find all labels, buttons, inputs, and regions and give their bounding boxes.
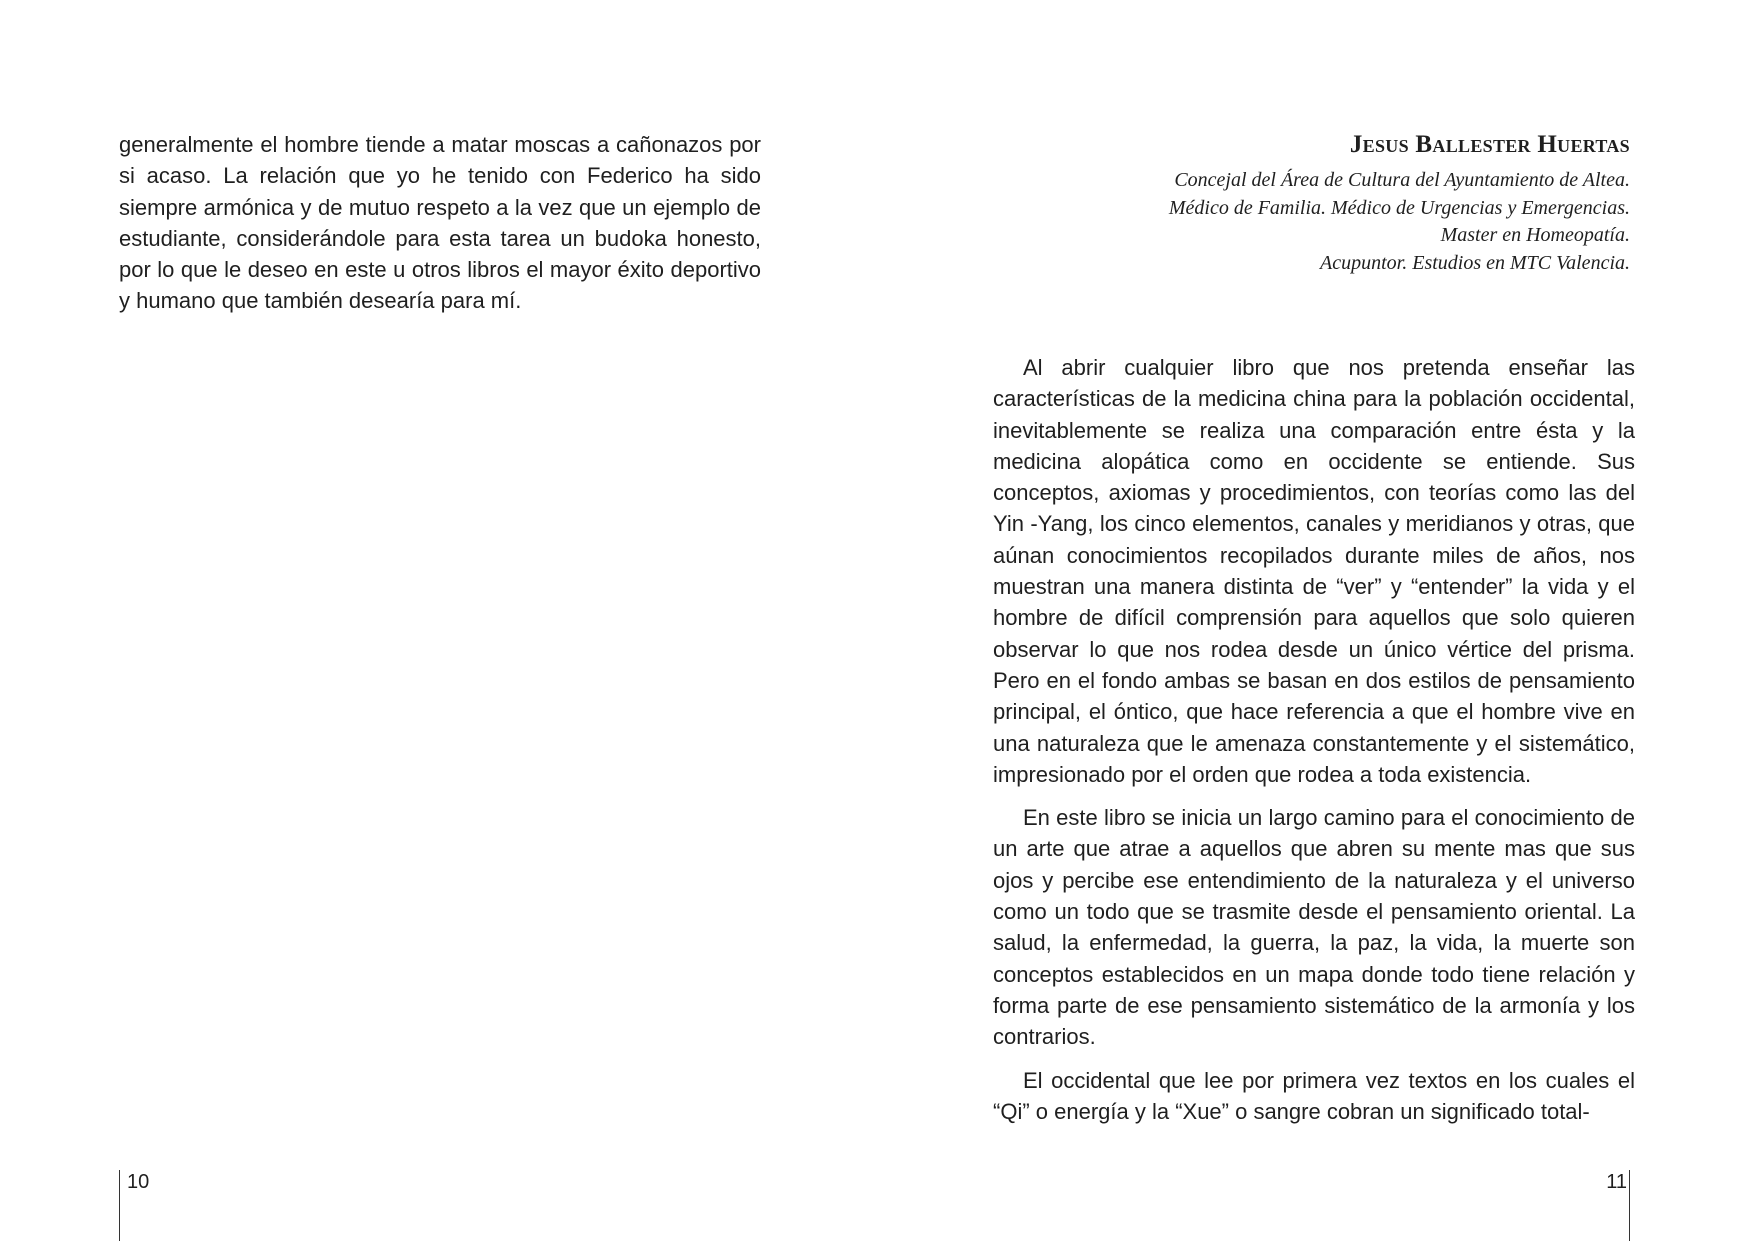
author-name: Jesus Ballester Huertas bbox=[1349, 131, 1630, 158]
author-signature bbox=[930, 130, 1630, 277]
left-margin-rule bbox=[119, 1170, 120, 1241]
right-margin-rule bbox=[1629, 1170, 1630, 1241]
body-paragraph: En este libro se inicia un largo camino para el conocimiento de un arte que atrae a aquellos que abren su mente mas que sus ojos y percibe ese entendimiento de la naturaleza y el universo como un todo que se trasmite desde el pensamiento oriental. La salud, la enfermedad, la guerra, la paz, la vida, la muerte son conceptos establecidos en un mapa donde todo tiene relación y forma parte de ese pensamiento sistemático de la armonía y los contrarios. bbox=[993, 805, 1635, 1050]
left-page-body bbox=[119, 129, 761, 317]
body-paragraph: Al abrir cualquier libro que nos pretenda enseñar las características de la medicina china para la población occidental, inevitablemente se realiza una comparación entre ésta y la medicina alopática como en occidente se entiende. Sus conceptos, axiomas y procedimientos, con teorías como las del Yin -Yang, los cinco elementos, canales y meridianos y otras, que aúnan conocimientos recopilados durante miles de años, nos muestran una manera distinta de “ver” y “entender” la vida y el hombre de difícil comprensión para aquellos que solo quieren observar lo que nos rodea desde un único vértice del prisma. Pero en el fondo ambas se basan en dos estilos de pensamiento principal, el óntico, que hace referencia a que el hombre vive en una naturaleza que le amenaza constantemente y el sistemático, impresionado por el orden que rodea a toda existencia. bbox=[993, 355, 1635, 787]
body-paragraph: generalmente el hombre tiende a matar moscas a cañonazos por si acaso. La relación que yo he tenido con Federico ha sido siempre armónica y de mutuo respeto a la vez que un ejemplo de estudiante, considerándole para esta tarea un budoka honesto, por lo que le deseo en este u otros libros el mayor éxito deportivo y humano que también desearía para mí. bbox=[119, 132, 761, 314]
author-credential: Concejal del Área de Cultura del Ayuntamiento de Altea. bbox=[1174, 169, 1630, 191]
author-credential: Master en Homeopatía. bbox=[1440, 224, 1630, 247]
page-number-right: 11 bbox=[1606, 1171, 1627, 1193]
left-page bbox=[0, 0, 874, 1241]
right-page-body bbox=[993, 352, 1635, 1139]
right-page bbox=[874, 0, 1749, 1241]
page-number-left: 10 bbox=[127, 1171, 150, 1193]
author-credential: Médico de Familia. Médico de Urgencias y Emergencias. bbox=[1168, 196, 1630, 219]
author-credential: Acupuntor. Estudios en MTC Valencia. bbox=[1320, 251, 1630, 274]
body-paragraph: El occidental que lee por primera vez textos en los cuales el “Qi” o energía y la “Xue” o sangre cobran un significado total- bbox=[993, 1067, 1635, 1124]
